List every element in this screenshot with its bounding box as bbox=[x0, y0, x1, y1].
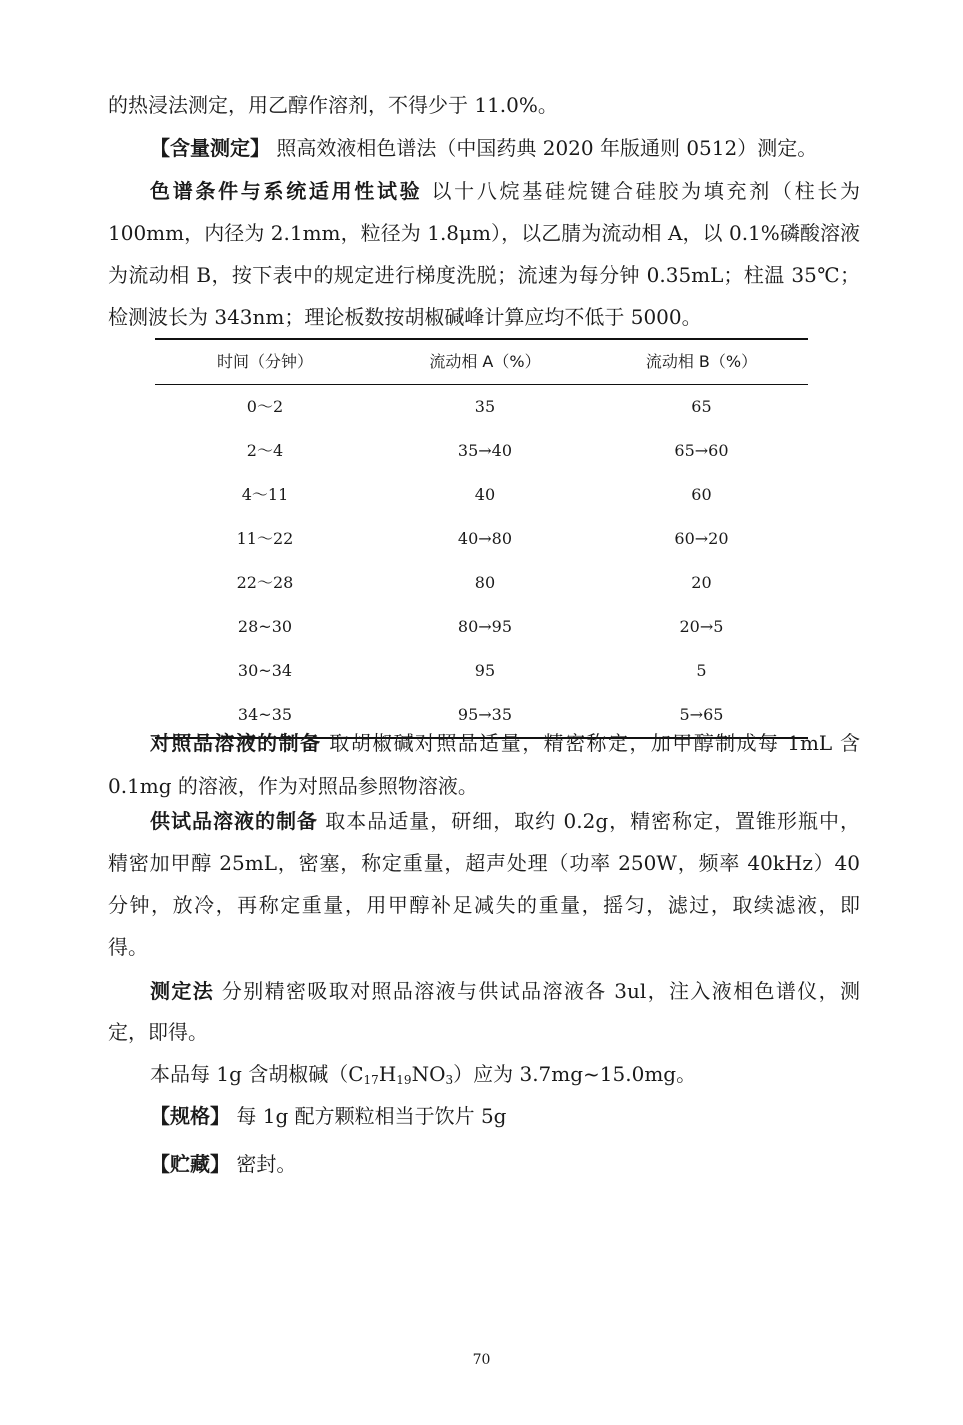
table-cell: 95 bbox=[474, 661, 496, 680]
assay-text-b: ）应为 3.7mg~15.0mg。 bbox=[453, 1062, 697, 1086]
test-solution-line bbox=[150, 800, 860, 842]
table-cell: 95→35 bbox=[375, 693, 595, 738]
table-cell: 60 bbox=[691, 485, 712, 504]
table-cell: 34~35 bbox=[155, 693, 375, 738]
section-heading-reference: 对照品溶液的制备 bbox=[150, 731, 322, 755]
method-text: 分别精密吸取对照品溶液与供试品溶液各 3ul，注入液相色谱仪，测 bbox=[221, 979, 860, 1003]
section-heading-method: 测定法 bbox=[150, 979, 215, 1003]
table-header: 流动相 A（%） bbox=[375, 339, 595, 385]
table-cell: 65→60 bbox=[674, 441, 729, 460]
spec-text: 每 1g 配方颗粒相当于饮片 5g bbox=[236, 1104, 507, 1128]
text-line: 为流动相 B，按下表中的规定进行梯度洗脱；流速为每分钟 0.35mL；柱温 35℃； bbox=[108, 263, 860, 287]
assay-text-h: H bbox=[378, 1062, 397, 1086]
test-text: 取本品适量，研细，取约 0.2g，精密称定，置锥形瓶中， bbox=[325, 809, 860, 833]
text-line: 的热浸法测定，用乙醇作溶剂，不得少于 11.0%。 bbox=[108, 93, 558, 117]
text-line: 定，即得。 bbox=[108, 1020, 208, 1044]
table-cell: 5 bbox=[696, 661, 707, 680]
storage-line bbox=[150, 1143, 860, 1185]
table-header: 流动相 B（%） bbox=[595, 339, 808, 385]
page-number: 70 bbox=[472, 1352, 491, 1368]
text-line: 精密加甲醇 25mL，密塞，称定重量，超声处理（功率 250W，频率 40kHz）40 bbox=[108, 851, 860, 875]
table-row bbox=[155, 473, 808, 517]
table-cell: 35 bbox=[474, 397, 496, 416]
table-cell: 80 bbox=[474, 573, 496, 592]
table-row bbox=[155, 561, 808, 605]
section-heading-spec: 【规格】 bbox=[150, 1104, 230, 1128]
table-cell: 40→80 bbox=[457, 529, 513, 548]
method-line bbox=[150, 970, 860, 1012]
table-row bbox=[155, 649, 808, 693]
table-row bbox=[155, 429, 808, 473]
table-cell: 20 bbox=[691, 573, 712, 592]
table-cell: 65 bbox=[691, 397, 712, 416]
subscript: 19 bbox=[396, 1073, 412, 1087]
table-header-row bbox=[155, 339, 808, 385]
table-cell: 30~34 bbox=[237, 661, 293, 680]
gradient-table bbox=[155, 338, 808, 739]
subscript: 3 bbox=[445, 1073, 454, 1087]
table-cell: 28~30 bbox=[237, 617, 293, 636]
reference-text: 取胡椒碱对照品适量，精密称定，加甲醇制成每 1mL 含 bbox=[329, 731, 860, 755]
text-line: 100mm，内径为 2.1mm，粒径为 1.8μm），以乙腈为流动相 A，以 0.1%磷酸溶液 bbox=[108, 221, 860, 245]
chromatography-text: 以十八烷基硅烷键合硅胶为填充剂（柱长为 bbox=[431, 179, 860, 203]
table-cell: 20→5 bbox=[679, 617, 724, 636]
content-text: 照高效液相色谱法（中国药典 2020 年版通则 0512）测定。 bbox=[276, 136, 818, 160]
chromatography-line bbox=[150, 170, 860, 212]
text-line: 0.1mg 的溶液，作为对照品参照物溶液。 bbox=[108, 774, 478, 798]
table-cell: 11～22 bbox=[236, 529, 294, 548]
table-cell: 5→65 bbox=[595, 693, 808, 738]
spec-line bbox=[150, 1095, 860, 1137]
text-line: 分钟，放冷，再称定重量，用甲醇补足减失的重量，摇匀，滤过，取续滤液，即 bbox=[108, 893, 860, 917]
table-cell: 80→95 bbox=[457, 617, 513, 636]
section-heading-storage: 【贮藏】 bbox=[150, 1152, 230, 1176]
subscript: 17 bbox=[363, 1073, 379, 1087]
section-heading-content: 【含量测定】 bbox=[150, 136, 270, 160]
table-row bbox=[155, 605, 808, 649]
table-cell: 2～4 bbox=[246, 441, 284, 460]
text-line: 检测波长为 343nm；理论板数按胡椒碱峰计算应均不低于 5000。 bbox=[108, 305, 702, 329]
table-row bbox=[155, 385, 808, 430]
storage-text: 密封。 bbox=[236, 1152, 297, 1176]
text-line: 得。 bbox=[108, 935, 148, 959]
assay-text-a: 本品每 1g 含胡椒碱（C bbox=[150, 1062, 364, 1086]
section-heading-chromatography: 色谱条件与系统适用性试验 bbox=[150, 179, 423, 203]
table-header: 时间（分钟） bbox=[155, 339, 375, 385]
section-heading-test: 供试品溶液的制备 bbox=[150, 809, 318, 833]
table-cell: 40 bbox=[474, 485, 496, 504]
table-cell: 0～2 bbox=[246, 397, 284, 416]
assay-line bbox=[150, 1053, 860, 1095]
table-cell: 35→40 bbox=[457, 441, 513, 460]
table-cell: 22～28 bbox=[236, 573, 294, 592]
table-row bbox=[155, 517, 808, 561]
assay-text-no: NO bbox=[411, 1062, 446, 1086]
reference-solution-line bbox=[150, 722, 860, 764]
table-cell: 60→20 bbox=[674, 529, 729, 548]
table-cell: 4～11 bbox=[241, 485, 289, 504]
content-determination-line bbox=[150, 127, 860, 169]
